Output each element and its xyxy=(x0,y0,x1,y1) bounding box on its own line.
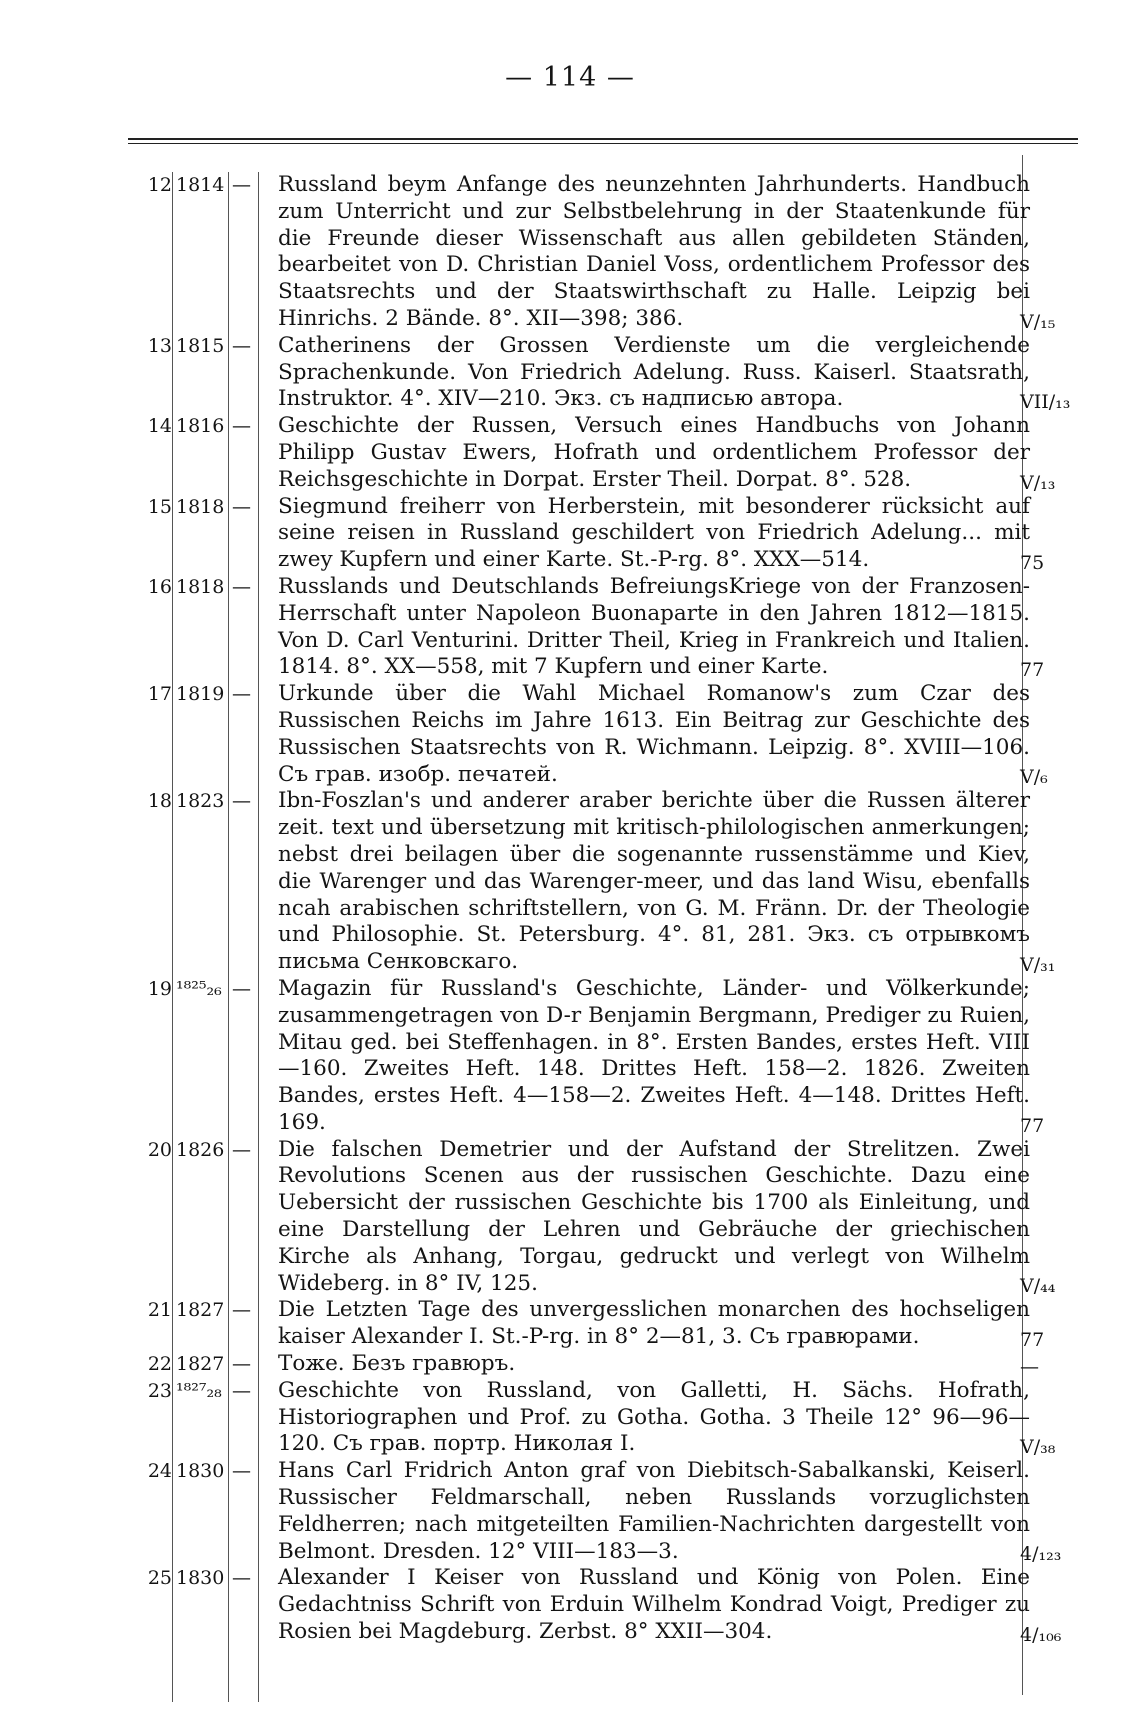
entry-dash: — xyxy=(232,174,251,196)
entry-text: Hans Carl Fridrich Anton graf von Diebitsch-Sabalkanski, Keiserl. Russischer Feldmarschall, neben Russlands vorzuglichsten Feldherren; nach mitgeteilten Familien-Nachrichten dargestellt von Belmont. Dresden. 12° VIII—183—3. xyxy=(278,1458,1030,1564)
entry-year: ¹⁸²⁷₂₈ xyxy=(176,1379,222,1402)
entry-shelf-note: 4/₁₂₃ xyxy=(1020,1543,1062,1566)
entry-shelf-note: V/₃₁ xyxy=(1020,953,1056,976)
entry-dash: — xyxy=(232,495,251,518)
entry-number: 22 xyxy=(147,1353,172,1376)
entry-text: Ibn-Foszlan's und anderer araber berichte über die Russen älterer zeit. text und übersetzung mit kritisch-philologischen anmerkungen; nebst drei beilagen über die sogenannte russenstämme und Kiev, die Warenger und das Warenger-meer, und das land Wisu, ebenfalls ncah arabischen schriftstellern, von G. M. Fränn. Dr. der Theologie und Philosophie. St. Petersburg. 4°. 81, 281. Экз. съ отрывкомъ письма Сенковскаго. xyxy=(278,788,1030,975)
entry-shelf-note: V/₃₈ xyxy=(1020,1436,1056,1459)
entry-dash: — xyxy=(232,1299,251,1322)
entry-shelf-note: 77 xyxy=(1020,1329,1045,1352)
entry-shelf-note: V/₆ xyxy=(1020,766,1048,789)
entry-text: Тоже. Безъ гравюръ. xyxy=(278,1351,516,1377)
entry-shelf-note: V/₁₅ xyxy=(1020,310,1056,333)
entry-year: 1830 xyxy=(176,1567,225,1590)
catalog-entries xyxy=(0,172,1140,1646)
entry-number: 20 xyxy=(147,1138,172,1161)
entry-number: 17 xyxy=(147,683,172,706)
entry-text: Die Letzten Tage des unvergesslichen monarchen des hochseligen kaiser Alexander I. St.-P-rg. in 8° 2—81, 3. Съ гравюрами. xyxy=(278,1297,1030,1350)
entry-shelf-note: 77 xyxy=(1020,1114,1045,1137)
entry-text: Geschichte der Russen, Versuch eines Handbuchs von Johann Philipp Gustav Ewers, Hofrath und ordentlichem Professor der Reichsgeschichte in Dorpat. Erster Theil. Dorpat. 8°. 528. xyxy=(278,413,1030,492)
entry-number: 25 xyxy=(147,1567,172,1590)
header-rule xyxy=(128,138,1078,140)
entry-shelf-note: V/₄₄ xyxy=(1020,1275,1056,1298)
entry-dash: — xyxy=(232,334,251,357)
entry-number: 24 xyxy=(147,1460,172,1483)
entry-dash: — xyxy=(232,415,251,438)
entry-text: Magazin für Russland's Geschichte, Länder- und Völkerkunde; zusammengetragen von D-r Benjamin Bergmann, Prediger zu Ruien, Mitau ged. bei Steffenhagen. in 8°. Ersten Bandes, erstes Heft. VIII—160. Zweites Heft. 148. Drittes Heft. 158—2. 1826. Zweiten Bandes, erstes Heft. 4—158—2. Zweites Heft. 4—148. Drittes Heft. 169. xyxy=(278,975,1030,1135)
entry-dash: — xyxy=(232,790,251,813)
entry-shelf-note: — xyxy=(1020,1355,1039,1378)
entry-year: 1818 xyxy=(176,495,225,518)
entry-year: 1827 xyxy=(176,1299,225,1322)
catalog-entry xyxy=(0,1565,1140,1645)
entry-year: 1826 xyxy=(176,1138,225,1161)
entry-year: 1819 xyxy=(176,683,225,706)
entry-dash: — xyxy=(232,683,251,706)
entry-number: 21 xyxy=(147,1299,172,1322)
entry-year: 1823 xyxy=(176,790,225,813)
entry-dash: — xyxy=(232,1379,251,1402)
header-rule-thin xyxy=(128,143,1078,144)
entry-number: 12 xyxy=(147,174,172,196)
entry-shelf-note: VII/₁₃ xyxy=(1020,391,1071,414)
catalog-entry xyxy=(0,1137,1140,1298)
catalog-entry xyxy=(0,1458,1140,1565)
entry-text: Russland beym Anfange des neunzehnten Jahrhunderts. Handbuch zum Unterricht und zur Selbstbelehrung in der Staatenkunde für die Freunde dieser Wissenschaft aus allen gebildeten Ständen, bearbeitet von D. Christian Daniel Voss, ordentlichem Professor des Staatsrechts und der Staatswirthschaft zu Halle. Leipzig bei Hinrichs. 2 Bände. 8°. XII—398; 386. xyxy=(278,172,1030,331)
entry-shelf-note: 77 xyxy=(1020,659,1045,682)
entry-number: 15 xyxy=(147,495,172,518)
entry-text: Russlands und Deutschlands BefreiungsKriege von der Franzosen-Herrschaft unter Napoleon Buonaparte in den Jahren 1812—1815. Von D. Carl Venturini. Dritter Theil, Krieg in Frankreich und Italien. 1814. 8°. XX—558, mit 7 Kupfern und einer Karte. xyxy=(278,573,1030,680)
entry-shelf-note: 75 xyxy=(1020,551,1045,574)
entry-dash: — xyxy=(232,1138,251,1161)
entry-text: Urkunde über die Wahl Michael Romanow's zum Czar des Russischen Reichs im Jahre 1613. Ein Beitrag zur Geschichte des Russischen Staatsrechts von R. Wichmann. Leipzig. 8°. XVIII—106. Съ грав. изобр. печатей. xyxy=(278,681,1030,787)
catalog-entry xyxy=(0,333,1140,413)
entry-year: 1814 xyxy=(176,174,225,196)
entry-year: ¹⁸²⁵₂₆ xyxy=(176,977,222,1000)
catalog-entry xyxy=(0,413,1140,493)
entry-text: Catherinens der Grossen Verdienste um die vergleichende Sprachenkunde. Von Friedrich Adelung. Russ. Kaiserl. Staatsrath, Instruktor. 4°. XIV—210. Экз. съ надписью автора. xyxy=(278,332,1030,412)
entry-dash: — xyxy=(232,1353,251,1376)
entry-year: 1816 xyxy=(176,415,225,438)
entry-dash: — xyxy=(232,1567,251,1590)
entry-number: 23 xyxy=(147,1379,172,1402)
entry-text: Geschichte von Russland, von Galletti, H. Sächs. Hofrath, Historiographen und Prof. zu Gotha. Gotha. 3 Theile 12° 96—96—120. Съ грав. портр. Николая I. xyxy=(278,1377,1030,1457)
catalog-entry xyxy=(0,976,1140,1137)
entry-number: 16 xyxy=(147,575,172,598)
entry-year: 1815 xyxy=(176,334,225,357)
catalog-entry xyxy=(0,1351,1140,1378)
entry-shelf-note: V/₁₃ xyxy=(1020,471,1056,494)
catalog-entry xyxy=(0,1297,1140,1351)
catalog-entry xyxy=(0,494,1140,574)
entry-text: Die falschen Demetrier und der Aufstand der Strelitzen. Zwei Revolutions Scenen aus der russischen Geschichte. Dazu eine Uebersicht der russischen Geschichte bis 1700 als Einleitung, und eine Darstellung der Lehren und Gebräuche der griechischen Kirche als Anhang, Torgau, gedruckt und verlegt von Wilhelm Wideberg. in 8° IV, 125. xyxy=(278,1136,1030,1296)
entry-text: Siegmund freiherr von Herberstein, mit besonderer rücksicht auf seine reisen in Russland geschildert von Friedrich Adelung... mit zwey Kupfern und einer Karte. St.-P-rg. 8°. XXX—514. xyxy=(278,493,1030,573)
catalog-entry xyxy=(0,172,1140,333)
entry-dash: — xyxy=(232,1460,251,1483)
catalog-entry xyxy=(0,681,1140,788)
catalog-entry xyxy=(0,788,1140,976)
entry-dash: — xyxy=(232,977,251,1000)
entry-year: 1827 xyxy=(176,1353,225,1376)
catalog-entry xyxy=(0,574,1140,681)
entry-number: 14 xyxy=(147,415,172,438)
entry-number: 19 xyxy=(147,977,172,1000)
catalog-entry xyxy=(0,1378,1140,1458)
page-number: — 114 — xyxy=(505,62,635,93)
entry-text: Alexander I Keiser von Russland und König von Polen. Eine Gedachtniss Schrift von Erduin Wilhelm Kondrad Voigt, Prediger zu Rosien bei Magdeburg. Zerbst. 8° XXII—304. xyxy=(278,1565,1030,1645)
entry-number: 18 xyxy=(147,790,172,813)
entry-year: 1818 xyxy=(176,575,225,598)
entry-shelf-note: 4/₁₀₆ xyxy=(1020,1623,1062,1646)
entry-number: 13 xyxy=(147,334,172,357)
entry-year: 1830 xyxy=(176,1460,225,1483)
entry-dash: — xyxy=(232,575,251,598)
